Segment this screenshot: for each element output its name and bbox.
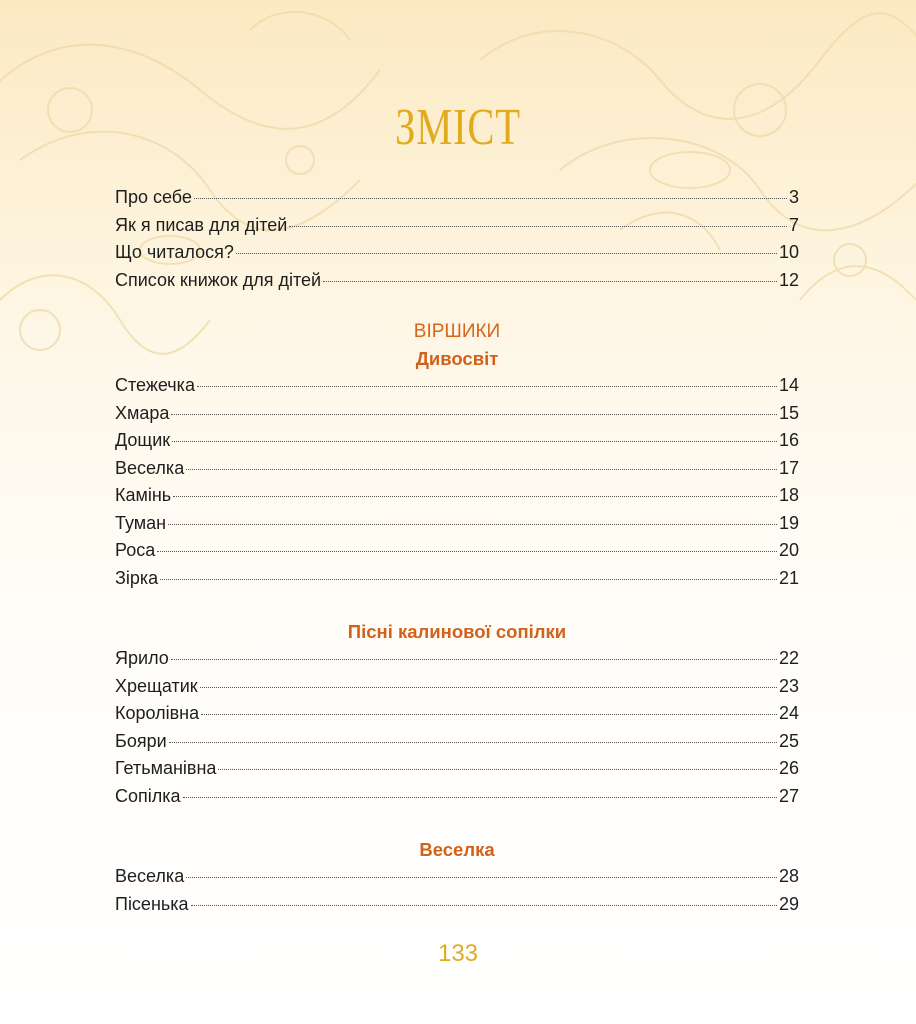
subsection-list [115, 863, 799, 918]
entry-title: Веселка [115, 457, 185, 478]
subsection-heading: Пісні калинової сопілки [347, 621, 567, 642]
toc-entry [115, 863, 799, 891]
entry-page: 21 [778, 567, 799, 588]
toc-entry [115, 783, 799, 811]
dot-leader [236, 253, 777, 254]
entry-title: Як я писав для дітей [115, 214, 288, 235]
entry-page: 28 [778, 866, 799, 886]
toc-entry [115, 455, 799, 483]
toc-entry [115, 673, 799, 701]
toc-entry [115, 184, 799, 212]
entry-title: Що читалося? [115, 242, 234, 262]
toc-entry [115, 700, 799, 728]
dot-leader [172, 441, 777, 442]
dot-leader [157, 551, 777, 552]
entry-title: Роса [115, 540, 156, 560]
dot-leader [168, 524, 777, 525]
entry-title: Королівна [115, 703, 200, 723]
dot-leader [171, 414, 777, 415]
entry-page: 10 [778, 242, 799, 262]
entry-page: 24 [778, 703, 799, 723]
entry-page: 22 [778, 648, 799, 668]
entry-page: 15 [778, 402, 799, 423]
toc-entry [115, 400, 799, 428]
entry-page: 3 [788, 187, 799, 207]
entry-title: Камінь [115, 485, 172, 505]
toc-entry [115, 427, 799, 455]
subsection-heading: Дивосвіт [415, 348, 499, 369]
entry-title: Туман [115, 512, 167, 533]
dot-leader [323, 281, 777, 282]
subsection-heading: Веселка [419, 839, 495, 860]
entry-title: Про себе [115, 187, 192, 207]
entry-page: 7 [788, 214, 799, 235]
subsection-list [115, 372, 799, 592]
dot-leader [173, 496, 777, 497]
entry-title: Хрещатик [115, 675, 198, 696]
toc-entry [115, 891, 799, 919]
page-title: ЗМІСТ [395, 99, 521, 156]
entry-page: 29 [778, 893, 799, 914]
entry-page: 27 [778, 785, 799, 806]
entry-title: Дощик [115, 430, 171, 450]
entry-page: 12 [778, 269, 799, 290]
entry-page: 17 [778, 457, 799, 478]
toc-entry [115, 537, 799, 565]
dot-leader [186, 469, 777, 470]
dot-leader [200, 687, 777, 688]
entry-title: Пісенька [115, 893, 189, 914]
entry-page: 26 [778, 758, 799, 778]
toc-entry [115, 728, 799, 756]
entry-page: 19 [778, 512, 799, 533]
intro-list [115, 184, 799, 294]
entry-title: Сопілка [115, 785, 181, 806]
toc-entry [115, 212, 799, 240]
toc-entry [115, 267, 799, 295]
entry-title: Ярило [115, 648, 169, 668]
entry-page: 20 [778, 540, 799, 560]
entry-page: 23 [778, 675, 799, 696]
dot-leader [191, 905, 777, 906]
entry-title: Бояри [115, 730, 167, 751]
entry-page: 16 [778, 430, 799, 450]
toc-entry [115, 565, 799, 593]
entry-title: Зірка [115, 567, 159, 588]
entry-page: 25 [778, 730, 799, 751]
dot-leader [169, 742, 777, 743]
dot-leader [186, 877, 777, 878]
dot-leader [194, 198, 787, 199]
section-heading: ВІРШИКИ [413, 321, 501, 342]
entry-title: Список книжок для дітей [115, 269, 322, 290]
toc-entry [115, 645, 799, 673]
dot-leader [197, 386, 777, 387]
dot-leader [171, 659, 777, 660]
dot-leader [183, 797, 777, 798]
entry-page: 18 [778, 485, 799, 505]
entry-page: 14 [778, 375, 799, 395]
toc-entry [115, 510, 799, 538]
toc-entry [115, 372, 799, 400]
entry-title: Гетьманівна [115, 758, 217, 778]
page-number: 133 [437, 940, 479, 967]
dot-leader [201, 714, 777, 715]
entry-title: Хмара [115, 402, 170, 423]
entry-title: Стежечка [115, 375, 195, 395]
dot-leader [160, 579, 777, 580]
subsection-list [115, 645, 799, 810]
toc-entry [115, 239, 799, 267]
toc-entry [115, 755, 799, 783]
dot-leader [218, 769, 777, 770]
dot-leader [289, 226, 787, 227]
toc-entry [115, 482, 799, 510]
table-of-contents [115, 184, 799, 918]
entry-title: Веселка [115, 866, 185, 886]
